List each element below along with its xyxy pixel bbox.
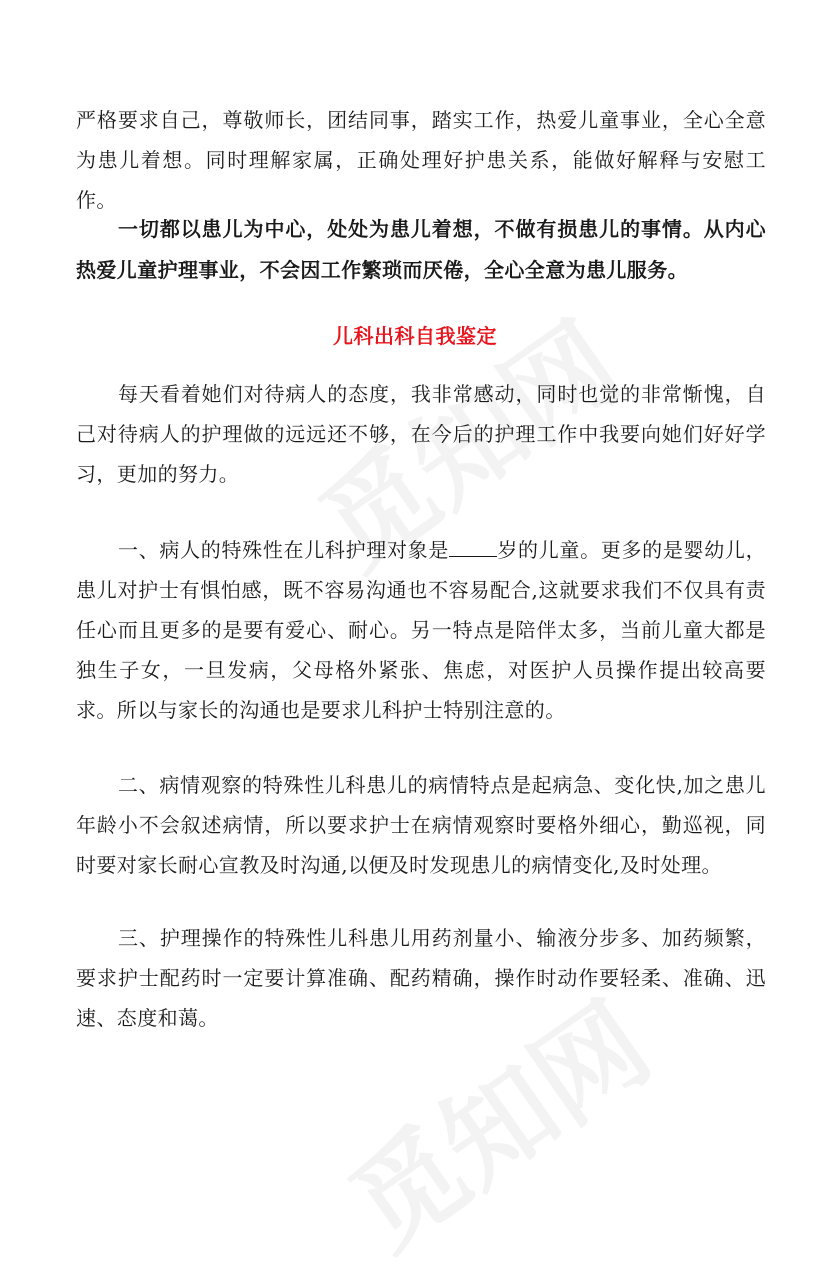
paragraph-6: 三、护理操作的特殊性儿科患儿用药剂量小、输液分步多、加药频繁，要求护士配药时一定要计算准确、配药精确，操作时动作要轻柔、准确、迅速、态度和蔼。 xyxy=(76,926,766,1030)
paragraph-2-bold: 一切都以患儿为中心，处处为患儿着想，不做有损患儿的事情。从内心热爱儿童护理事业，不会因工作繁琐而厌倦，全心全意为患儿服务。 xyxy=(76,217,766,282)
fill-blank xyxy=(449,536,497,557)
paragraph-1: 严格要求自己，尊敬师长，团结同事，踏实工作，热爱儿童事业，全心全意为患儿着想。同时理解家属，正确处理好护患关系，能做好解释与安慰工作。 xyxy=(76,108,766,212)
section-heading: 儿科出科自我鉴定 xyxy=(333,324,497,348)
paragraph-5: 二、病情观察的特殊性儿科患儿的病情特点是起病急、变化快,加之患儿年龄小不会叙述病情，所以要求护士在病情观察时要格外细心，勤巡视，同时要对家长耐心宣教及时沟通,以便及时发现患儿的病情变化,及时处理。 xyxy=(76,773,766,877)
paragraph-4-start: 一、病人的特殊性在儿科护理对象是 xyxy=(118,538,450,562)
paragraph-3: 每天看着她们对待病人的态度，我非常感动，同时也觉的非常惭愧，自己对待病人的护理做的远远还不够，在今后的护理工作中我要向她们好好学习，更加的努力。 xyxy=(76,382,766,486)
paragraph-4 xyxy=(76,530,766,730)
paragraph-4-end: 岁的儿童。更多的是婴幼儿，患儿对护士有惧怕感，既不容易沟通也不容易配合,这就要求我们不仅具有责任心而且更多的是要有爱心、耐心。另一特点是陪伴太多，当前儿童大都是独生子女，一旦发病，父母格外紧张、焦虑，对医护人员操作提出较高要求。所以与家长的沟通也是要求儿科护士特别注意的。 xyxy=(76,538,766,722)
